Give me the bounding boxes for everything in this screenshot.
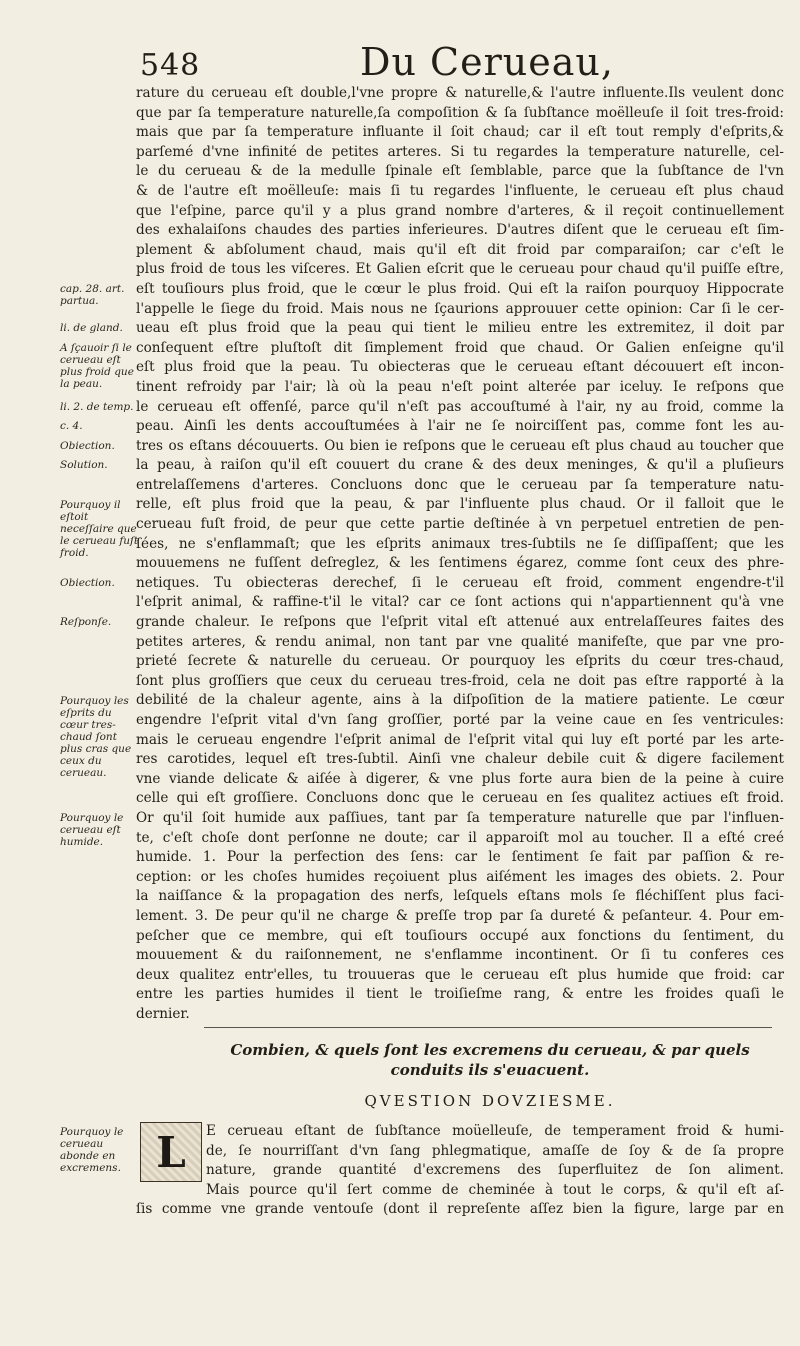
text-line: grande chaleur. Ie reſpons que l'eſprit vital eſt attenué aux entrelaſſeures faites des <box>136 614 784 631</box>
text-line: peſcher que ce membre, qui eſt touſiours occupé aux fonctions du ſentiment, du <box>136 927 784 944</box>
text-line: entrelaſſemens d'arteres. Concluons donc que le cerueau par ſa temperature natu- <box>136 476 784 493</box>
running-head: Du Cerueau, <box>360 40 614 84</box>
text-line: mouuement & du raiſonnement, ne s'enflamme incontinent. Or ſi tu conferes ces <box>136 947 784 964</box>
text-line: entre les parties humides il tient le troiſieſme rang, & entre les froides quaſi le <box>136 986 784 1003</box>
text-line: debilité de la chaleur agente, ains à la diſpoſition de la matiere patiente. Le cœur <box>136 692 784 709</box>
margin-note: Pourquoy les eſprits du cœur tres-chaud ſont plus cras que ceux du cerueau. <box>60 694 132 779</box>
text-line: ueau eſt plus froid que la peau qui tient le milieu entre les extremitez, il doit par <box>136 320 784 337</box>
text-line: tres os eſtans découuerts. Ou bien ie reſpons que le cerueau eſt plus chaud au toucher que <box>136 437 784 454</box>
question-text-line: Mais pource qu'il ſert comme de cheminée à tout le corps, & qu'il eſt aſ- <box>206 1181 784 1198</box>
margin-note: A ſçauoir ſi le cerueau eſt plus froid que la peau. <box>60 341 134 390</box>
text-line: des exhalaiſons chaudes des parties inferieures. D'autres diſent que le cerueau eſt ſim- <box>136 222 784 239</box>
text-line: ſont plus groſſiers que ceux du cerueau tres-froid, cela ne doit pas eſtre rapporté à la <box>136 672 784 689</box>
text-line: l'appelle le ſiege du froid. Mais nous ne ſçaurions approuuer cette opinion: Car ſi le cer- <box>136 300 784 317</box>
text-line: tinent refroidy par l'air; là où la peau n'eſt point alterée par iceluy. Ie reſpons que <box>136 378 784 395</box>
question-text-line: de, ſe nourriſſant d'vn ſang phlegmatique, amaſſe de ſoy & de ſa propre <box>206 1142 784 1159</box>
text-line: mais que par ſa temperature influante il ſoit chaud; car il eſt tout remply d'eſprits,& <box>136 124 784 141</box>
text-line: plus froid de tous les viſceres. Et Galien eſcrit que le cerueau pour chaud qu'il puiſſe eſtre, <box>136 261 784 278</box>
text-line: mouuemens ne fuſſent deſreglez, & les ſentimens égarez, comme ſont ceux des phre- <box>136 555 784 572</box>
text-line: que l'eſpine, parce qu'il y a plus grand nombre d'arteres, & il reçoit continuellement <box>136 202 784 219</box>
text-line: eſt touſiours plus froid, que le cœur le plus froid. Qui eſt la raiſon pourquoy Hippocrate <box>136 280 784 297</box>
margin-note: Pourquoy le cerueau eſt humide. <box>60 812 124 849</box>
question-heading: QVESTION DOVZIESME. <box>364 1092 616 1110</box>
text-line: res carotides, lequel eſt tres-ſubtil. Ainſi vne chaleur debile cuit & digere facilement <box>136 751 784 768</box>
text-line: que par ſa temperature naturelle,ſa compoſition & ſa ſubſtance moëlleuſe il ſoit tres-froid: <box>136 104 784 121</box>
margin-note: li. de gland. <box>60 322 123 335</box>
margin-note: Obiection. <box>60 439 115 452</box>
text-line: netiques. Tu obiecteras derechef, ſi le cerueau eſt froid, comment engendre-t'il <box>136 574 784 591</box>
text-line: dernier. <box>136 1005 190 1022</box>
text-line: & de l'autre eſt moëlleuſe: mais ſi tu regardes l'influente, le cerueau eſt plus chaud <box>136 182 784 199</box>
text-line: te, c'eſt choſe dont perſonne ne doute; car il apparoiſt mol au toucher. Il a eſté creé <box>136 829 784 846</box>
margin-note: li. 2. de temp. <box>60 400 134 413</box>
text-line: ſées, ne s'enflammaſt; que les eſprits animaux tres-ſubtils ne ſe diſſipaſſent; que les <box>136 535 784 552</box>
margin-note: Solution. <box>60 459 108 472</box>
text-line: petites arteres, & rendu animal, non tant par vne qualité manifeſte, que par vne pro- <box>136 633 784 650</box>
text-line: la naiſſance & la propagation des nerfs, leſquels eſtans mols ſe fléchiſſent plus faci- <box>136 888 784 905</box>
text-line: peau. Ainſi les dents accouſtumées à l'air ne ſe noirciſſent pas, comme font les au- <box>136 418 784 435</box>
question-text-line: nature, grande quantité d'excremens des ſuperfluitez de ſon aliment. <box>206 1162 784 1179</box>
text-line: mais le cerueau engendre l'eſprit animal de l'eſprit vital qui luy eſt porté par les arte- <box>136 731 784 748</box>
text-line: l'eſprit animal, & raffine-t'il le vital? car ce ſont actions qui n'appartiennent qu'à vne <box>136 594 784 611</box>
text-line: deux qualitez entr'elles, tu trouueras que le cerueau eſt plus humide que froid: car <box>136 966 784 983</box>
question-text-line: E cerueau eſtant de ſubſtance moüelleuſe, de temperament froid & humi- <box>206 1123 784 1139</box>
margin-note: Reſponſe. <box>60 616 112 629</box>
text-line: vne viande delicate & aiſée à digerer, & vne plus forte aura bien de la peine à cuire <box>136 770 784 787</box>
text-line: le du cerueau & de la medulle ſpinale eſt ſemblable, parce que la ſubſtance de l'vn <box>136 163 784 180</box>
text-line: relle, eſt plus froid que la peau, & par l'influente plus chaud. Or il falloit que le <box>136 496 784 513</box>
page-number: 548 <box>140 48 201 83</box>
section-title-line-1: Combien, & quels ſont les excremens du cerueau, & par quels <box>230 1041 750 1059</box>
question-text <box>136 1122 784 1220</box>
text-line: eſt plus froid que la peau. Tu obiecteras que le cerueau eſtant découuert eſt incon- <box>136 359 784 376</box>
section-divider <box>204 1027 772 1028</box>
ornamental-dropcap: L <box>140 1122 202 1182</box>
text-line: plement & abſolument chaud, mais qu'il eſt dit froid par comparaiſon; car c'eſt le <box>136 241 784 258</box>
section-title-line-2: conduits ils s'euacuent. <box>390 1061 590 1079</box>
margin-note: c. 4. <box>60 420 83 433</box>
text-line: lement. 3. De peur qu'il ne charge & preſſe trop par ſa dureté & peſanteur. 4. Pour em- <box>136 907 784 924</box>
text-line: humide. 1. Pour la perfection des ſens: car le ſentiment ſe fait par paſſion & re- <box>136 849 784 866</box>
question-text-line: ſis comme vne grande ventouſe (dont il repreſente aſſez bien la figure, large par en <box>136 1201 784 1218</box>
text-line: conſequent eſtre pluſtoſt dit ſimplement froid que chaud. Or Galien enſeigne qu'il <box>136 339 784 356</box>
margin-note: cap. 28. art. partua. <box>60 283 125 307</box>
margin-note: Pourquoy le cerueau abonde en excremens. <box>60 1126 124 1174</box>
text-line: cerueau fuſt froid, de peur que cette partie deſtinée à vn perpetuel entretien de pen- <box>136 516 784 533</box>
section-title <box>200 1040 780 1080</box>
margin-note: Obiection. <box>60 577 115 589</box>
text-line: prieté ſecrete & naturelle du cerueau. Or pourquoy les eſprits du cœur tres-chaud, <box>136 653 784 670</box>
text-line: Or qu'il ſoit humide aux paſſiues, tant par ſa temperature naturelle que par l'influen- <box>136 809 784 826</box>
margin-note: Pourquoy il eſtoit neceſſaire que le cerueau fuſt froid. <box>60 498 139 559</box>
text-line: ception: or les choſes humides reçoiuent plus aiſément les images des obiets. 2. Pour <box>136 868 784 885</box>
page-header <box>0 40 800 90</box>
text-line: celle qui eſt groſſiere. Concluons donc que le cerueau en ſes qualitez actiues eſt froid. <box>136 790 784 807</box>
text-line: la peau, à raiſon qu'il eſt couuert du crane & des deux meninges, & qu'il a pluſieurs <box>136 457 784 474</box>
text-line: parſemé d'vne infinité de petites arteres. Si tu regardes la temperature naturelle, cel- <box>136 143 784 160</box>
text-line: engendre l'eſprit vital d'vn ſang groſſier, porté par la veine caue en ſes ventricules: <box>136 712 784 728</box>
main-text <box>136 84 784 1025</box>
text-line: le cerueau eſt offenſé, parce qu'il n'eſt pas accouſtumé à l'air, ny au froid, comme la <box>136 398 784 415</box>
text-line: rature du cerueau eſt double,l'vne propre & naturelle,& l'autre influente.Ils veulent donc <box>136 85 784 101</box>
